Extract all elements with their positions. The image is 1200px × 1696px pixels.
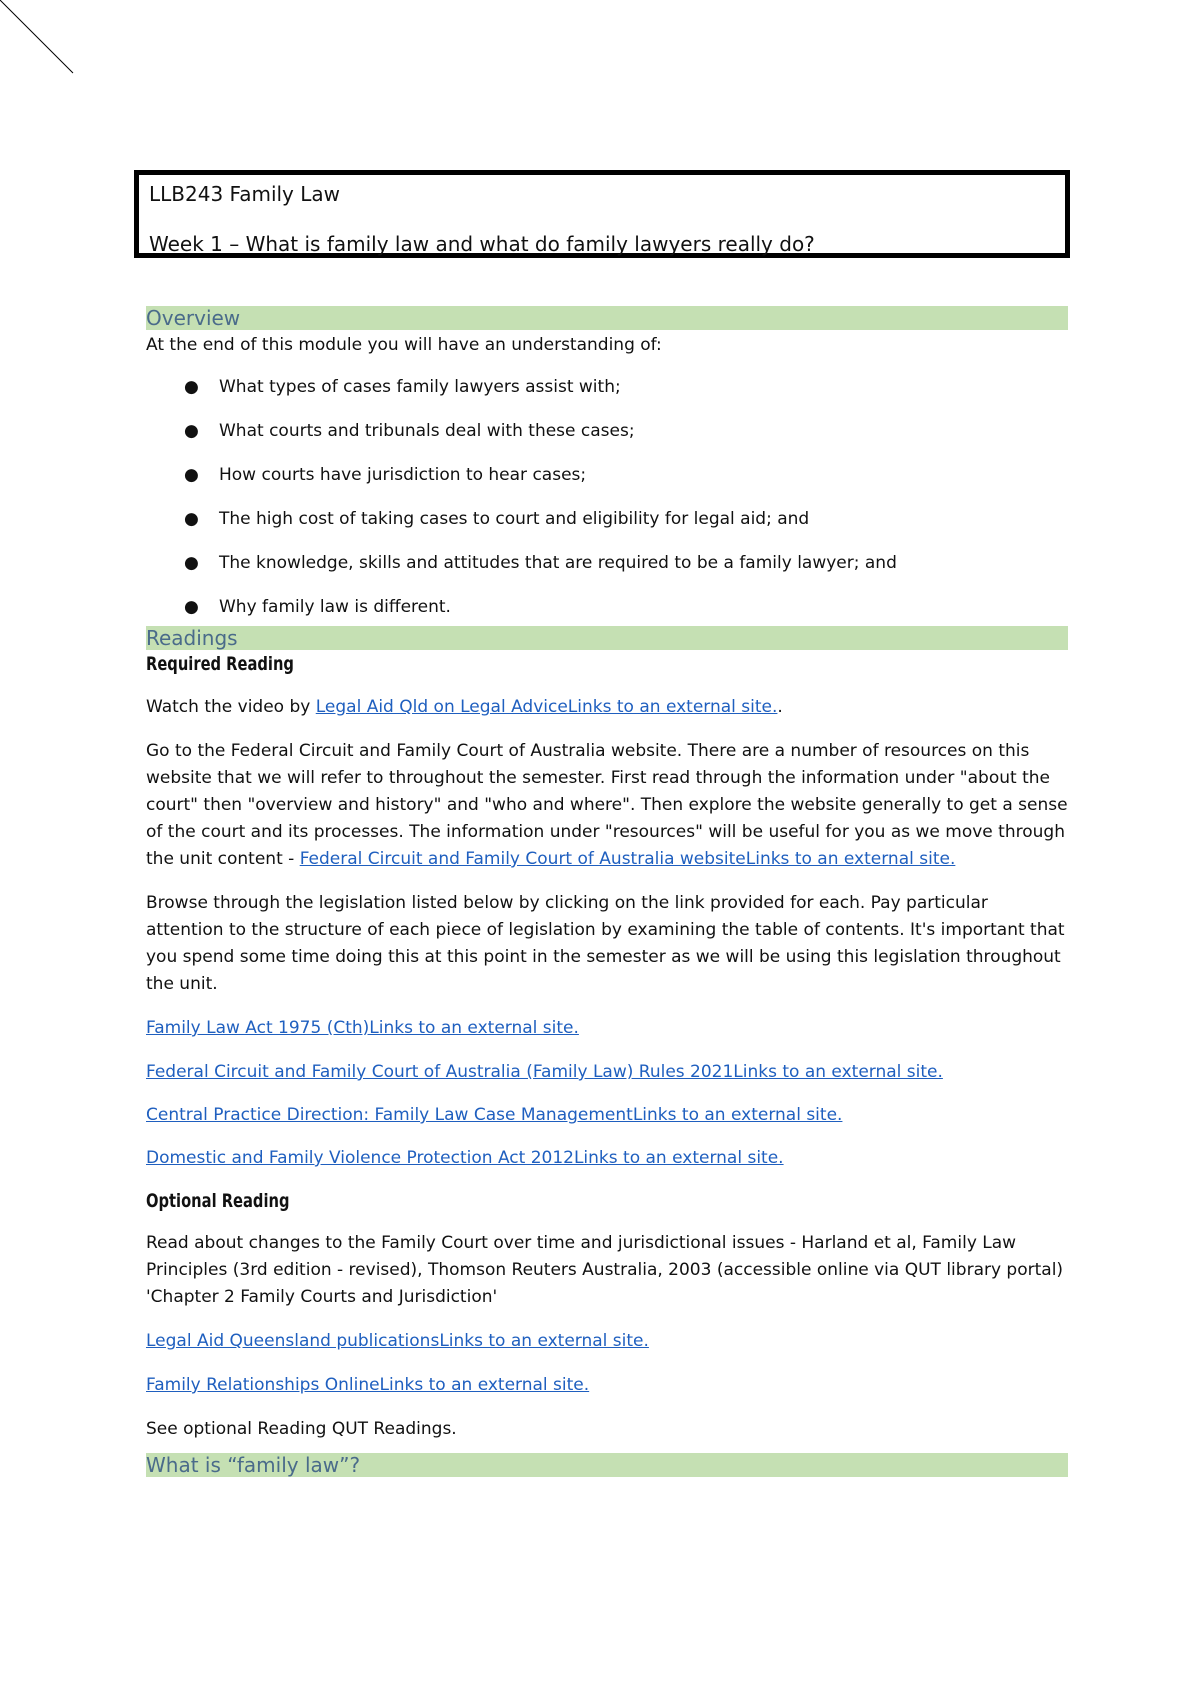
document-page — [146, 170, 1068, 1477]
bullet-icon: ● — [184, 553, 199, 573]
browse-legislation-paragraph: Browse through the legislation listed below by clicking on the link provided for each. Pay particular attention to the structure of each piece of legislation by examining the table of contents. It's important that you spend some time doing this at this point in the semester as we will be using this legislation throughout the unit. — [146, 893, 1065, 994]
optional-link-item — [146, 1372, 1068, 1399]
bullet-icon: ● — [184, 421, 199, 441]
bullet-icon: ● — [184, 597, 199, 617]
legal-aid-publications-link[interactable]: Legal Aid Queensland publicationsLinks to an external site. — [146, 1331, 649, 1351]
dfv-protection-act-link[interactable]: Domestic and Family Violence Protection Act 2012Links to an external site. — [146, 1148, 784, 1168]
required-reading-heading: Required Reading — [146, 653, 294, 675]
family-law-act-link[interactable]: Family Law Act 1975 (Cth)Links to an external site. — [146, 1018, 579, 1038]
overview-list — [146, 374, 1068, 626]
family-law-rules-link[interactable]: Federal Circuit and Family Court of Australia (Family Law) Rules 2021Links to an external site. — [146, 1062, 943, 1082]
list-item: ● Why family law is different. — [146, 594, 1068, 626]
legislation-link-item — [146, 1145, 1068, 1172]
title-box — [134, 170, 1070, 258]
see-optional-text: See optional Reading QUT Readings. — [146, 1419, 457, 1439]
family-relationships-online-link[interactable]: Family Relationships OnlineLinks to an external site. — [146, 1375, 590, 1395]
corner-crop-mark — [0, 0, 80, 80]
bullet-icon: ● — [184, 377, 199, 397]
federal-court-link[interactable]: Federal Circuit and Family Court of Australia websiteLinks to an external site. — [299, 849, 956, 869]
legislation-link-item — [146, 1015, 1068, 1042]
legislation-link-item — [146, 1102, 1068, 1129]
list-item: ● The knowledge, skills and attitudes that are required to be a family lawyer; and — [146, 550, 1068, 594]
list-item: ● What courts and tribunals deal with these cases; — [146, 418, 1068, 462]
optional-paragraph: Read about changes to the Family Court over time and jurisdictional issues - Harland et al, Family Law Principles (3rd edition - revised), Thomson Reuters Australia, 2003 (accessible online via QUT library portal) 'Chapter 2 Family Courts and Jurisdiction' — [146, 1233, 1064, 1307]
week-title: Week 1 – What is family law and what do family lawyers really do? — [149, 232, 815, 256]
federal-court-paragraph: Go to the Federal Circuit and Family Court of Australia website. There are a number of resources on this website that we will refer to throughout the semester. First read through the information under "about the court" then "overview and history" and "who and where". Then explore the website generally to get a sense of the court and its processes. The information under "resources" will be useful for you as we move through the unit content - Federal Circuit and Family Court of Australia websiteLinks to an external site. — [146, 741, 1068, 869]
optional-reading-heading: Optional Reading — [146, 1190, 290, 1212]
list-item: ● How courts have jurisdiction to hear cases; — [146, 462, 1068, 506]
bullet-icon: ● — [184, 465, 199, 485]
readings-heading: Readings — [146, 626, 1068, 650]
optional-link-item — [146, 1328, 1068, 1355]
central-practice-direction-link[interactable]: Central Practice Direction: Family Law Case ManagementLinks to an external site. — [146, 1105, 843, 1125]
course-title: LLB243 Family Law — [149, 182, 341, 206]
legal-aid-video-link[interactable]: Legal Aid Qld on Legal AdviceLinks to an external site. — [315, 697, 778, 717]
bullet-icon: ● — [184, 509, 199, 529]
list-item: ● The high cost of taking cases to court and eligibility for legal aid; and — [146, 506, 1068, 550]
legislation-link-item — [146, 1059, 1068, 1086]
list-item: ● What types of cases family lawyers assist with; — [146, 374, 1068, 418]
overview-heading: Overview — [146, 306, 1068, 330]
overview-intro: At the end of this module you will have an understanding of: — [146, 335, 662, 355]
what-is-family-law-heading: What is “family law”? — [146, 1453, 1068, 1477]
watch-paragraph: Watch the video by Legal Aid Qld on Legal AdviceLinks to an external site.. — [146, 697, 783, 717]
